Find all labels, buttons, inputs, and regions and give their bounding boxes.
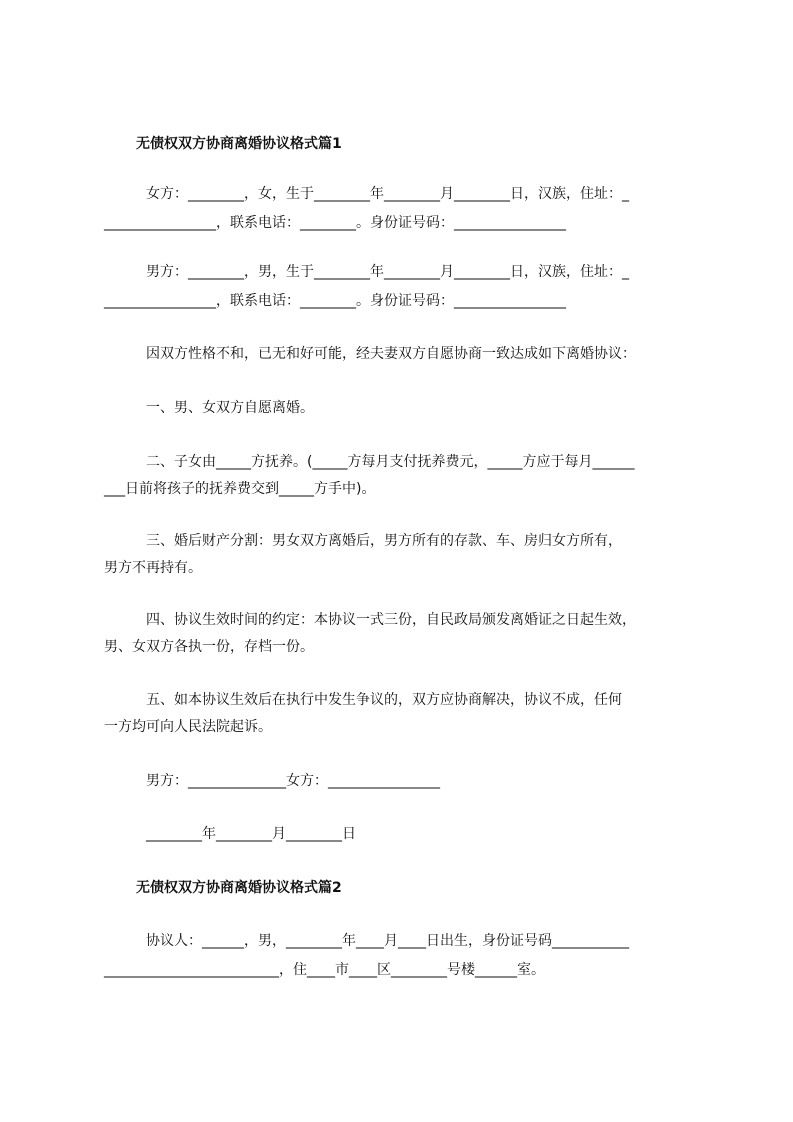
clause-5-line-1: 五、如本协议生效后在执行中发生争议的，双方应协商解决，协议不成，任何 (146, 692, 622, 708)
section-2-title: 无债权双方协商离婚协议格式篇2 (136, 880, 342, 896)
clause-3-line-2: 男方不再持有。 (104, 560, 202, 576)
wife-info-line-1: 女方：________，女，生于________年________月________日，汉族，住址：_ (146, 186, 629, 202)
clause-2-line-2: ___日前将孩子的抚养费交到_____方手中)。 (104, 481, 376, 497)
clause-4-line-2: 男、女双方各执一份，存档一份。 (104, 639, 314, 655)
husband-info-line-1: 男方：________，男，生于________年________月________日，汉族，住址：_ (146, 264, 629, 280)
date-line: ________年________月________日 (146, 826, 356, 842)
clause-1: 一、男、女双方自愿离婚。 (146, 400, 314, 416)
section-1-title: 无债权双方协商离婚协议格式篇1 (136, 136, 342, 152)
clause-5-line-2: 一方均可向人民法院起诉。 (104, 719, 272, 735)
party-info-line-2: _________________________，住____市____区________号楼______室。 (104, 962, 545, 978)
husband-info-line-2: ________________，联系电话：________。身份证号码：________________ (104, 293, 566, 309)
wife-info-line-2: ________________，联系电话：________。身份证号码：________________ (104, 215, 566, 231)
signature-line: 男方：______________女方：________________ (146, 773, 440, 789)
party-info-line-1: 协议人：______，男，________年____月____日出生，身份证号码___________ (146, 933, 629, 949)
clause-4-line-1: 四、协议生效时间的约定：本协议一式三份，自民政局颁发离婚证之日起生效， (146, 612, 636, 628)
intro-paragraph: 因双方性格不和，已无和好可能，经夫妻双方自愿协商一致达成如下离婚协议： (146, 346, 636, 362)
clause-2-line-1: 二、子女由_____方抚养。(_____方每月支付抚养费元，_____方应于每月______ (146, 454, 635, 470)
clause-3-line-1: 三、婚后财产分割：男女双方离婚后，男方所有的存款、车、房归女方所有， (146, 533, 622, 549)
